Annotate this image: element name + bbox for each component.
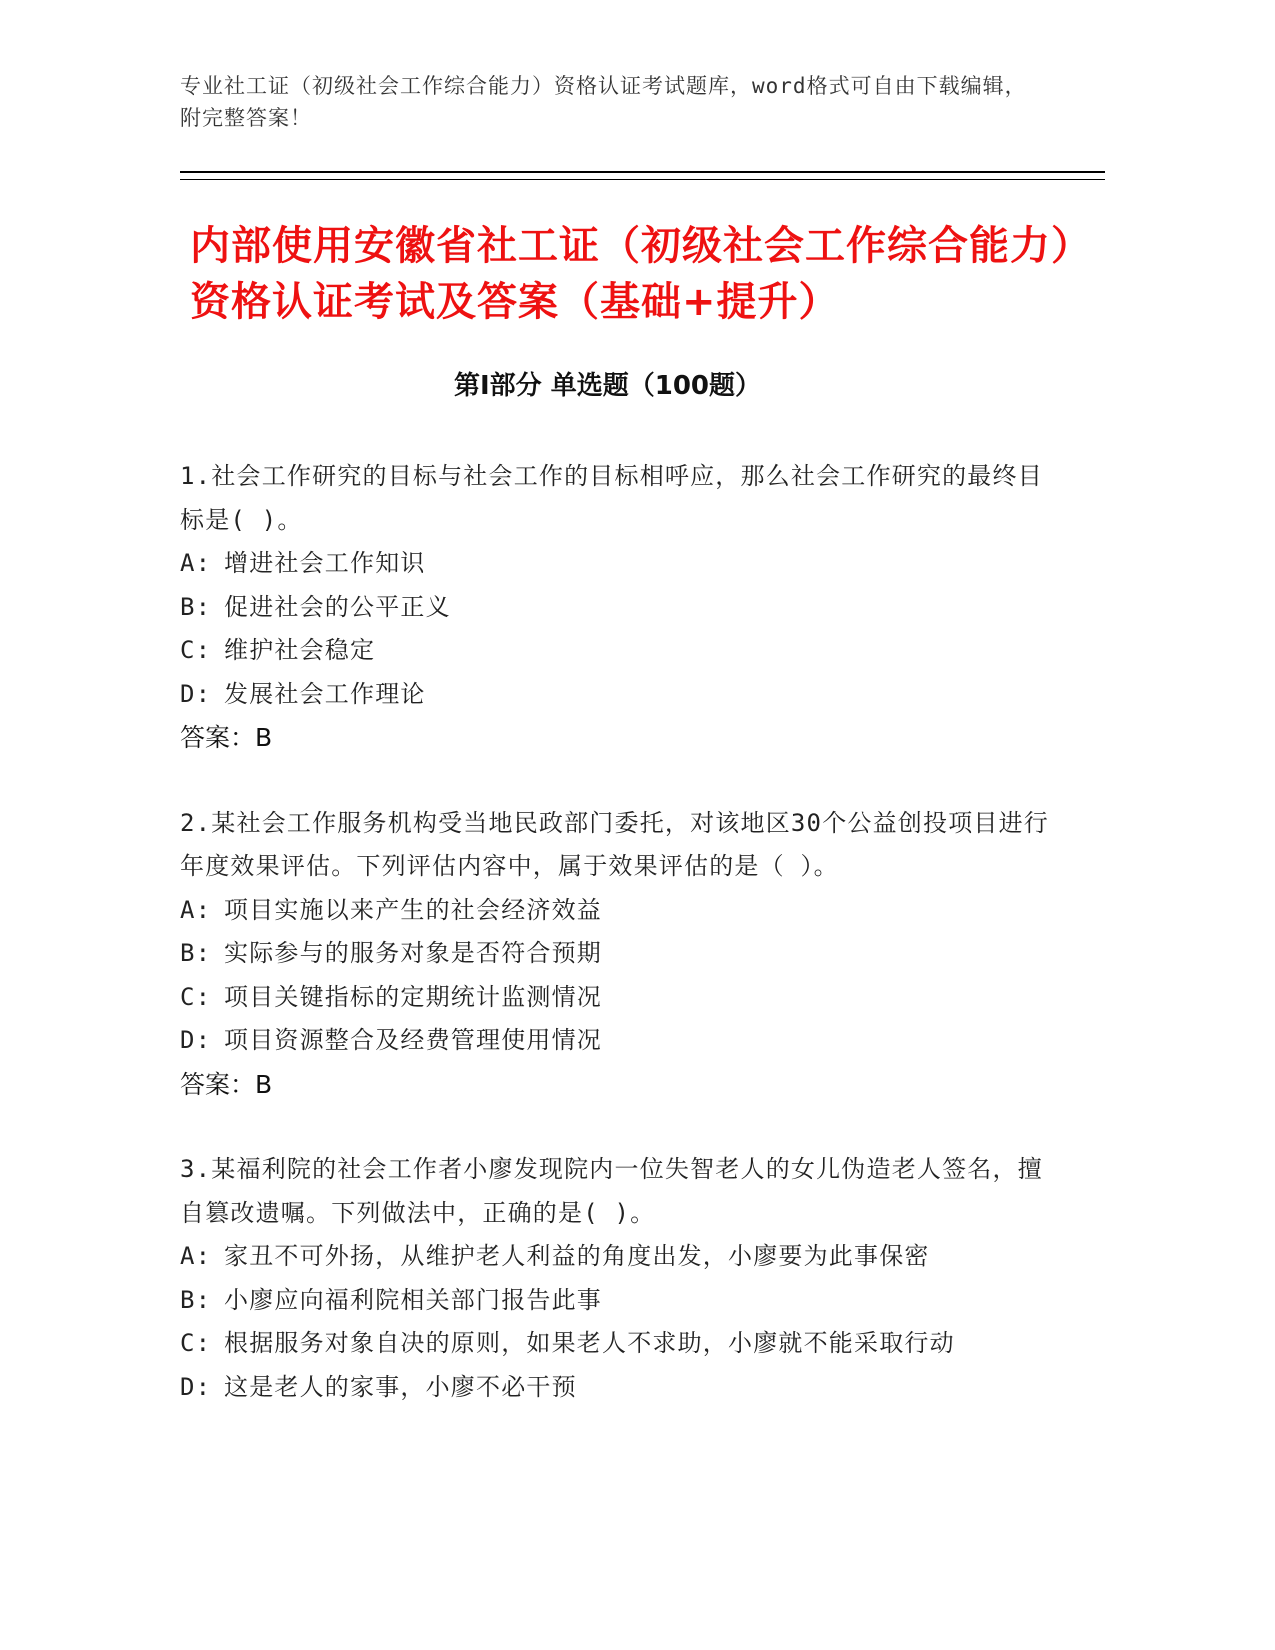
section-title: 第Ⅰ部分 单选题（100题） — [454, 371, 761, 401]
option-key: A: — [180, 895, 212, 924]
question-stem: 3.某福利院的社会工作者小廖发现院内一位失智老人的女儿伪造老人签名，擅自篡改遗嘱。下列做法中，正确的是( )。 — [180, 1155, 1043, 1227]
question-1 — [180, 455, 1060, 760]
option-key: B: — [180, 1285, 212, 1314]
option-key: A: — [180, 1242, 212, 1270]
option-key: D: — [180, 1372, 212, 1401]
answer-label: 答案：B — [180, 1069, 273, 1099]
header-note: 专业社工证（初级社会工作综合能力）资格认证考试题库，word格式可自由下载编辑，附完整答案！ — [180, 74, 1027, 130]
option-text: 促进社会的公平正义 — [224, 592, 451, 621]
option-key: D: — [180, 679, 212, 708]
option-text: 小廖应向福利院相关部门报告此事 — [224, 1285, 602, 1314]
option-text: 实际参与的服务对象是否符合预期 — [224, 939, 602, 967]
header-divider-thick — [180, 171, 1105, 173]
option-key: C: — [180, 1329, 212, 1357]
option-text: 项目实施以来产生的社会经济效益 — [224, 895, 602, 924]
answer-label: 答案：B — [180, 723, 273, 752]
question-2 — [180, 802, 1060, 1107]
question-list — [180, 455, 1060, 1451]
option-key: C: — [180, 636, 212, 664]
option-text: 维护社会稳定 — [224, 636, 376, 664]
option-c — [180, 629, 1060, 673]
option-text: 项目关键指标的定期统计监测情况 — [224, 982, 602, 1011]
option-key: B: — [180, 592, 212, 621]
option-text: 项目资源整合及经费管理使用情况 — [224, 1026, 602, 1054]
option-b — [180, 586, 1060, 630]
option-text: 根据服务对象自决的原则，如果老人不求助，小廖就不能采取行动 — [224, 1329, 955, 1357]
option-text: 家丑不可外扬，从维护老人利益的角度出发，小廖要为此事保密 — [224, 1242, 930, 1270]
option-d — [180, 1019, 1060, 1063]
option-key: B: — [180, 939, 212, 967]
question-stem: 1.社会工作研究的目标与社会工作的目标相呼应，那么社会工作研究的最终目标是( )。 — [180, 462, 1043, 534]
option-b — [180, 1279, 1060, 1323]
option-d — [180, 1366, 1060, 1410]
header-divider-thin — [180, 179, 1105, 180]
question-stem: 2.某社会工作服务机构受当地民政部门委托，对该地区30个公益创投项目进行年度效果评估。下列评估内容中，属于效果评估的是（ ）。 — [180, 808, 1049, 880]
option-key: C: — [180, 982, 212, 1011]
document-title: 内部使用安徽省社工证（初级社会工作综合能力）资格认证考试及答案（基础+提升） — [190, 223, 1072, 325]
option-c — [180, 976, 1060, 1020]
option-text: 增进社会工作知识 — [224, 549, 426, 577]
option-key: A: — [180, 549, 212, 577]
option-c — [180, 1322, 1060, 1366]
option-a — [180, 1235, 1060, 1279]
option-a — [180, 889, 1060, 933]
option-b — [180, 932, 1060, 976]
option-text: 发展社会工作理论 — [224, 679, 426, 708]
option-a — [180, 542, 1060, 586]
option-key: D: — [180, 1026, 212, 1054]
question-3 — [180, 1148, 1060, 1409]
option-text: 这是老人的家事，小廖不必干预 — [224, 1372, 577, 1401]
option-d — [180, 673, 1060, 717]
